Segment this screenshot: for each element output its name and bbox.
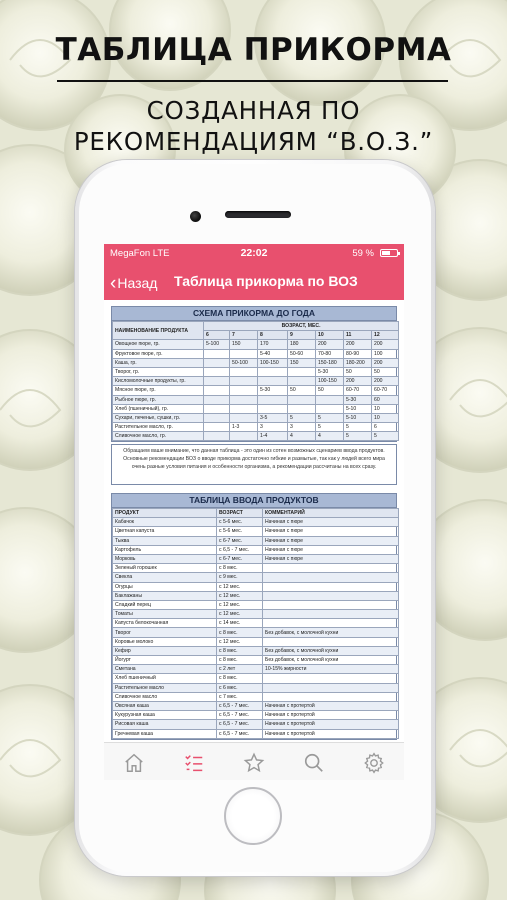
intro-age-cell: с 6,5 - 7 мес. (217, 720, 263, 729)
intro-row (113, 518, 399, 527)
scheme-cell: 80-90 (344, 349, 372, 358)
scheme-cell (288, 404, 316, 413)
scheme-cell (204, 395, 230, 404)
scheme-cell (230, 413, 258, 422)
promo-divider (57, 80, 448, 82)
intro-age-cell: с 6-7 мес. (217, 554, 263, 563)
intro-row (113, 656, 399, 665)
scheme-cell: 200 (372, 377, 399, 386)
intro-product-cell: Томаты (113, 610, 217, 619)
intro-product-cell: Зеленый горошек (113, 564, 217, 573)
scheme-product-header: НАИМЕНОВАНИЕ ПРОДУКТА (113, 322, 204, 340)
scheme-cell: 10 (372, 404, 399, 413)
intro-row (113, 536, 399, 545)
intro-product-cell: Сладкий перец (113, 600, 217, 609)
intro-product-cell: Тыква (113, 536, 217, 545)
intro-row (113, 692, 399, 701)
intro-product-cell: Кефир (113, 646, 217, 655)
home-icon (123, 752, 145, 774)
promo-subtitle-line2: РЕКОМЕНДАЦИЯМ “В.О.З.” (73, 127, 434, 156)
scheme-cell: 5-10 (344, 413, 372, 422)
scheme-row (113, 358, 399, 367)
scheme-cell (204, 386, 230, 395)
scheme-cell (230, 377, 258, 386)
scheme-cell: 50 (344, 367, 372, 376)
scheme-cell (230, 349, 258, 358)
scheme-cell: 1-4 (258, 432, 288, 441)
intro-row (113, 674, 399, 683)
intro-comment-cell: Без добавок, с молочной кухни (263, 646, 399, 655)
scheme-cell (204, 423, 230, 432)
scheme-product-name: Рыбное пюре, гр. (113, 395, 204, 404)
scheme-cell: 5-40 (258, 349, 288, 358)
intro-row (113, 610, 399, 619)
battery-icon (380, 249, 398, 257)
scheme-cell (258, 367, 288, 376)
scheme-cell (204, 358, 230, 367)
intro-age-cell: с 8 мес. (217, 656, 263, 665)
scheme-cell: 50-60 (288, 349, 316, 358)
scheme-row (113, 349, 399, 358)
intro-age-cell: с 6,5 - 7 мес. (217, 545, 263, 554)
intro-comment-cell: Начиная с пюре (263, 527, 399, 536)
intro-row (113, 545, 399, 554)
front-camera (190, 211, 201, 222)
scheme-cell: 100 (372, 349, 399, 358)
intro-product-cell: Сливочное масло (113, 692, 217, 701)
intro-comment-cell (263, 692, 399, 701)
intro-row (113, 591, 399, 600)
intro-row (113, 637, 399, 646)
intro-age-cell: с 12 мес. (217, 610, 263, 619)
scheme-cell: 60-70 (372, 386, 399, 395)
gear-icon (363, 752, 385, 774)
scheme-cell: 5 (316, 423, 344, 432)
intro-row (113, 665, 399, 674)
earpiece-speaker (225, 211, 291, 218)
scheme-cell: 100-150 (316, 377, 344, 386)
scheme-month-header: 6 (204, 331, 230, 340)
intro-comment-cell (263, 619, 399, 628)
page-title: Таблица прикорма по ВОЗ (174, 273, 358, 289)
scheme-cell: 10 (372, 413, 399, 422)
scheme-cell (230, 386, 258, 395)
scheme-cell (316, 404, 344, 413)
scheme-cell: 3-5 (258, 413, 288, 422)
intro-product-cell: Огурцы (113, 582, 217, 591)
scheme-cell (230, 395, 258, 404)
tab-bar (104, 742, 404, 780)
scheme-cell (288, 395, 316, 404)
scheme-cell: 150 (288, 358, 316, 367)
scheme-cell: 5 (344, 432, 372, 441)
tab-home[interactable] (123, 752, 145, 774)
intro-product-cell: Картофель (113, 545, 217, 554)
scheme-cell: 5 (288, 413, 316, 422)
intro-comment-cell: Начиная с протертой (263, 701, 399, 710)
scheme-month-header: 12 (372, 331, 399, 340)
intro-age-cell: с 8 мес. (217, 646, 263, 655)
tab-checklist[interactable] (183, 752, 205, 774)
scheme-cell: 150 (230, 340, 258, 349)
scheme-row (113, 395, 399, 404)
intro-row (113, 701, 399, 710)
intro-comment-cell: Начиная с пюре (263, 518, 399, 527)
intro-comment-cell (263, 573, 399, 582)
intro-age-cell: с 8 мес. (217, 564, 263, 573)
intro-age-cell: с 9 мес. (217, 573, 263, 582)
scheme-month-header: 8 (258, 331, 288, 340)
scheme-cell (204, 349, 230, 358)
intro-age-cell: с 12 мес. (217, 591, 263, 600)
intro-table (111, 493, 397, 740)
intro-product-cell: Творог (113, 628, 217, 637)
intro-product-cell: Свекла (113, 573, 217, 582)
scheme-cell (230, 367, 258, 376)
scheme-cell: 5 (344, 423, 372, 432)
scheme-cell (204, 404, 230, 413)
intro-age-cell: с 6,5 - 7 мес. (217, 729, 263, 738)
scheme-cell (204, 413, 230, 422)
intro-product-cell: Рисовая каша (113, 720, 217, 729)
intro-comment-cell (263, 674, 399, 683)
intro-product-cell: Йогурт (113, 656, 217, 665)
intro-comment-cell (263, 582, 399, 591)
intro-comment-cell (263, 637, 399, 646)
intro-product-cell: Овсяная каша (113, 701, 217, 710)
intro-age-cell: с 14 мес. (217, 619, 263, 628)
scheme-product-name: Фруктовое пюре, гр. (113, 349, 204, 358)
clock: 22:02 (240, 247, 268, 259)
scheme-cell: 50 (372, 367, 399, 376)
intro-comment-cell: Начиная с протертой (263, 711, 399, 720)
scheme-cell (258, 404, 288, 413)
carrier-label: MegaFon LTE (110, 248, 170, 259)
intro-row (113, 720, 399, 729)
scheme-cell: 200 (372, 340, 399, 349)
intro-age-cell: с 5-6 мес. (217, 518, 263, 527)
intro-age-cell: с 12 мес. (217, 600, 263, 609)
intro-age-cell: с 8 мес. (217, 628, 263, 637)
scheme-row (113, 367, 399, 376)
scheme-cell: 180-200 (344, 358, 372, 367)
intro-comment-cell (263, 600, 399, 609)
intro-comment-cell: Начиная с пюре (263, 536, 399, 545)
promo-subtitle-line1: СОЗДАННАЯ ПО (146, 96, 361, 125)
scheme-cell: 180 (288, 340, 316, 349)
note-box: Обращаем ваше внимание, что данная таблица - это один из сотен возможных сценариев ввода продуктов. Основные рекомендации ВОЗ о вводе прикорма достаточно гибкие и размытые, так как у людей всего мира очень разные условия питания и особенности организма, а рекомендации рассчитаны на всех сразу. (111, 444, 397, 485)
scheme-product-name: Творог, гр. (113, 367, 204, 376)
status-bar (104, 244, 404, 264)
star-icon (243, 752, 265, 774)
scheme-cell (204, 432, 230, 441)
intro-age-cell: с 2 лет (217, 665, 263, 674)
checklist-icon (183, 752, 205, 774)
scheme-month-header: 9 (288, 331, 316, 340)
intro-product-cell: Баклажаны (113, 591, 217, 600)
intro-row (113, 646, 399, 655)
intro-row (113, 628, 399, 637)
intro-comment-cell: Начиная с пюре (263, 545, 399, 554)
search-icon (303, 752, 325, 774)
scheme-cell (230, 432, 258, 441)
tab-favorites[interactable] (243, 752, 265, 774)
navigation-bar (104, 264, 404, 300)
app-screen (104, 244, 404, 780)
chevron-left-icon: ‹ (110, 273, 117, 294)
intro-comment-cell (263, 683, 399, 692)
intro-product-cell: Кукурузная каша (113, 711, 217, 720)
scheme-product-name: Сливочное масло, гр. (113, 432, 204, 441)
scheme-cell: 5-30 (258, 386, 288, 395)
scheme-cell: 5-30 (344, 395, 372, 404)
intro-product-cell: Кабачок (113, 518, 217, 527)
intro-row (113, 582, 399, 591)
intro-product-cell: Морковь (113, 554, 217, 563)
intro-row (113, 711, 399, 720)
scheme-row (113, 404, 399, 413)
intro-comment-cell: Без добавок, с молочной кухни (263, 628, 399, 637)
intro-row (113, 600, 399, 609)
back-label: Назад (117, 275, 158, 291)
intro-product-cell: Гречневая каша (113, 729, 217, 738)
scheme-cell: 3 (258, 423, 288, 432)
intro-comment-cell (263, 591, 399, 600)
intro-age-cell: с 7 мес. (217, 692, 263, 701)
scheme-cell (204, 377, 230, 386)
intro-row (113, 527, 399, 536)
intro-age-cell: с 6 мес. (217, 683, 263, 692)
scheme-product-name: Кисломолочные продукты, гр. (113, 377, 204, 386)
intro-age-cell: с 5-6 мес. (217, 527, 263, 536)
scheme-cell: 5-30 (316, 367, 344, 376)
scheme-cell: 1-3 (230, 423, 258, 432)
scheme-product-name: Овощное пюре, гр. (113, 340, 204, 349)
scheme-cell: 200 (316, 340, 344, 349)
scheme-row (113, 386, 399, 395)
scroll-content[interactable] (104, 300, 404, 742)
scheme-cell: 50 (316, 386, 344, 395)
intro-product-cell: Растительное масло (113, 683, 217, 692)
intro-age-cell: с 12 мес. (217, 582, 263, 591)
scheme-cell: 100-150 (258, 358, 288, 367)
scheme-month-header: 10 (316, 331, 344, 340)
scheme-cell: 5-100 (204, 340, 230, 349)
scheme-cell: 50 (288, 386, 316, 395)
intro-product-cell: Сметана (113, 665, 217, 674)
scheme-row (113, 377, 399, 386)
scheme-cell (230, 404, 258, 413)
intro-row (113, 729, 399, 738)
scheme-table (111, 306, 397, 442)
scheme-cell: 6 (372, 423, 399, 432)
scheme-cell: 200 (372, 358, 399, 367)
intro-comment-cell: 10-15% жирности (263, 665, 399, 674)
scheme-row (113, 423, 399, 432)
intro-comment-cell: Начиная с протертой (263, 729, 399, 738)
intro-header-product: ПРОДУКТ (113, 509, 217, 518)
intro-row (113, 619, 399, 628)
intro-comment-cell: Без добавок, с молочной кухни (263, 656, 399, 665)
scheme-cell (288, 367, 316, 376)
scheme-cell (288, 377, 316, 386)
back-button[interactable] (110, 272, 157, 294)
intro-age-cell: с 6,5 - 7 мес. (217, 711, 263, 720)
intro-row (113, 573, 399, 582)
scheme-cell: 3 (288, 423, 316, 432)
scheme-product-name: Хлеб (пшеничный), гр. (113, 404, 204, 413)
scheme-age-header: ВОЗРАСТ, МЕС. (204, 322, 399, 331)
intro-comment-cell (263, 610, 399, 619)
scheme-cell: 200 (344, 340, 372, 349)
intro-header-age: ВОЗРАСТ (217, 509, 263, 518)
scheme-cell (316, 395, 344, 404)
scheme-cell: 170 (258, 340, 288, 349)
intro-product-cell: Цветная капуста (113, 527, 217, 536)
scheme-month-header: 11 (344, 331, 372, 340)
intro-comment-cell: Начиная с протертой (263, 720, 399, 729)
scheme-cell: 5 (372, 432, 399, 441)
scheme-product-name: Растительное масло, гр. (113, 423, 204, 432)
intro-row (113, 564, 399, 573)
scheme-cell: 5-10 (344, 404, 372, 413)
scheme-row (113, 413, 399, 422)
scheme-row (113, 340, 399, 349)
intro-product-cell: Капуста белокочанная (113, 619, 217, 628)
scheme-month-header: 7 (230, 331, 258, 340)
scheme-cell: 200 (344, 377, 372, 386)
scheme-cell (258, 377, 288, 386)
scheme-cell: 5 (316, 413, 344, 422)
scheme-cell (204, 367, 230, 376)
intro-age-cell: с 6-7 мес. (217, 536, 263, 545)
intro-header-comment: КОММЕНТАРИЙ (263, 509, 399, 518)
intro-row (113, 554, 399, 563)
tab-search[interactable] (303, 752, 325, 774)
intro-row (113, 683, 399, 692)
scheme-cell: 150-180 (316, 358, 344, 367)
intro-comment-cell (263, 564, 399, 573)
scheme-row (113, 432, 399, 441)
intro-age-cell: с 8 мес. (217, 674, 263, 683)
battery-percent: 59 % (352, 248, 374, 259)
intro-age-cell: с 6,5 - 7 мес. (217, 701, 263, 710)
promo-title: ТАБЛИЦА ПРИКОРМА (55, 32, 452, 68)
intro-product-cell: Хлеб пшеничный (113, 674, 217, 683)
intro-age-cell: с 12 мес. (217, 637, 263, 646)
intro-comment-cell: Начиная с пюре (263, 554, 399, 563)
scheme-product-name: Мясное пюре, гр. (113, 386, 204, 395)
scheme-cell (258, 395, 288, 404)
tab-settings[interactable] (363, 752, 385, 774)
intro-product-cell: Коровье молоко (113, 637, 217, 646)
home-button[interactable] (224, 787, 282, 845)
scheme-product-name: Сухари, печенье, сушки, гр. (113, 413, 204, 422)
scheme-cell: 60-70 (344, 386, 372, 395)
scheme-cell: 70-80 (316, 349, 344, 358)
scheme-cell: 50-100 (230, 358, 258, 367)
scheme-cell: 60 (372, 395, 399, 404)
scheme-cell: 4 (288, 432, 316, 441)
scheme-cell: 4 (316, 432, 344, 441)
scheme-table-title: СХЕМА ПРИКОРМА ДО ГОДА (112, 307, 396, 321)
intro-table-title: ТАБЛИЦА ВВОДА ПРОДУКТОВ (112, 494, 396, 508)
scheme-product-name: Каша, гр. (113, 358, 204, 367)
